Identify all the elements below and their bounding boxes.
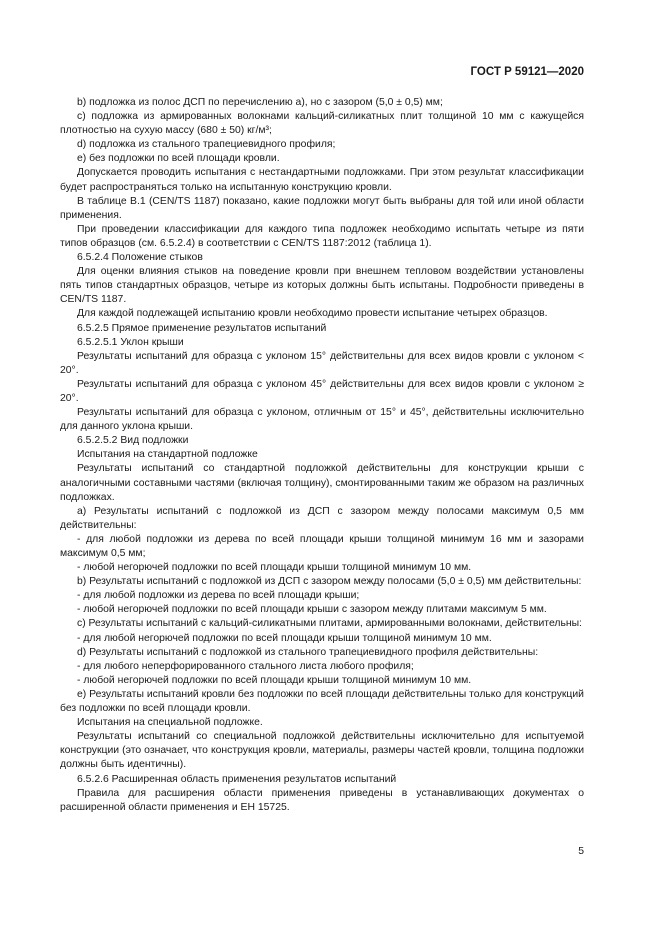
paragraph: Для оценки влияния стыков на поведение кровли при внешнем тепловом воздействии установлены пять типов стандартных образцов, четыре из которых должны быть испытаны. Подробности приведены в CEN/TS 1187. — [60, 266, 584, 306]
document-body — [60, 96, 584, 815]
paragraph: 6.5.2.4 Положение стыков — [77, 252, 203, 264]
paragraph: Правила для расширения области применения приведены в устанавливающих документах о расширенной области применения и ЕН 15725. — [60, 787, 584, 813]
paragraph: а) Результаты испытаний с подложкой из ДСП с зазором между полосами максимум 0,5 мм действительны: — [60, 505, 584, 531]
paragraph: d) Результаты испытаний с подложкой из стального трапециевидного профиля действительны: — [77, 646, 539, 658]
paragraph: Испытания на специальной подложке. — [77, 717, 263, 729]
page-number: 5 — [578, 846, 584, 857]
paragraph: е) Результаты испытаний кровли без подложки по всей площади действительны только для конструкций без подложки по всей площади кровли. — [60, 688, 584, 715]
paragraph: с) подложка из армированных волокнами кальций-силикатных плит толщиной 10 мм с кажущейся плотностью на сухую массу (680 ± 50) кг/м³; — [60, 111, 584, 137]
paragraph: b) подложка из полос ДСП по перечислению а), но с зазором (5,0 ± 0,5) мм; — [77, 97, 443, 108]
paragraph: 6.5.2.5.2 Вид подложки — [77, 435, 189, 447]
paragraph: - для любой негорючей подложки по всей площади крыши толщиной минимум 10 мм. — [77, 632, 492, 644]
paragraph: - любой негорючей подложки по всей площади крыши с зазором между плитами максимум 5 мм. — [77, 604, 547, 616]
paragraph: - для любой подложки из дерева по всей площади крыши; — [77, 590, 360, 602]
paragraph: Результаты испытаний со стандартной подложкой действительны для конструкции крыши с аналогичными составными частями (включая толщину), смонтированными таким же образом на различных подложках. — [60, 463, 584, 503]
paragraph: При проведении классификации для каждого типа подложек необходимо испытать четыре из пяти типов образцов (см. 6.5.2.4) в соответствии с CEN/TS 1187:2012 (таблица 1). — [60, 223, 584, 249]
document-header: ГОСТ Р 59121—2020 — [470, 66, 584, 78]
paragraph: е) без подложки по всей площади кровли. — [77, 153, 280, 165]
paragraph: 6.5.2.5 Прямое применение результатов испытаний — [77, 322, 327, 334]
paragraph: Для каждой подлежащей испытанию кровли необходимо провести испытание четырех образцов. — [77, 308, 548, 320]
paragraph: Результаты испытаний для образца с уклоном, отличным от 15° и 45°, действительны исключительно для данного уклона крыши. — [60, 407, 584, 433]
paragraph: Результаты испытаний со специальной подложкой действительны исключительно для испытуемой конструкции (это означает, что конструкция кровли, материалы, размеры частей кровли, толщина подложки должны быть идентичны). — [60, 731, 584, 771]
paragraph: 6.5.2.5.1 Уклон крыши — [77, 336, 184, 348]
paragraph: Испытания на стандартной подложке — [77, 449, 258, 461]
paragraph: с) Результаты испытаний с кальций-силикатными плитами, армированными волокнами, действительны: — [77, 618, 582, 630]
paragraph: - для любого неперфорированного стального листа любого профиля; — [77, 660, 414, 672]
paragraph: Допускается проводить испытания с нестандартными подложками. При этом результат классификации будет распространяться только на испытанную конструкцию кровли. — [60, 167, 584, 193]
paragraph: 6.5.2.6 Расширенная область применения результатов испытаний — [77, 773, 397, 785]
paragraph: - любой негорючей подложки по всей площади крыши толщиной минимум 10 мм. — [77, 674, 472, 686]
paragraph: Результаты испытаний для образца с уклоном 45° действительны для всех видов кровли с уклоном ≥ 20°. — [60, 378, 584, 404]
paragraph: - для любой подложки из дерева по всей площади крыши толщиной минимум 16 мм и зазорами максимум 0,5 мм; — [60, 533, 584, 559]
paragraph: b) Результаты испытаний с подложкой из ДСП с зазором между полосами (5,0 ± 0,5) мм действительны: — [77, 576, 582, 588]
paragraph: d) подложка из стального трапециевидного профиля; — [77, 139, 336, 151]
paragraph: В таблице В.1 (CEN/TS 1187) показано, какие подложки могут быть выбраны для той или иной области применения. — [60, 195, 584, 221]
paragraph: - любой негорючей подложки по всей площади крыши толщиной минимум 10 мм. — [77, 562, 472, 574]
paragraph: Результаты испытаний для образца с уклоном 15° действительны для всех видов кровли с уклоном < 20°. — [60, 350, 584, 376]
